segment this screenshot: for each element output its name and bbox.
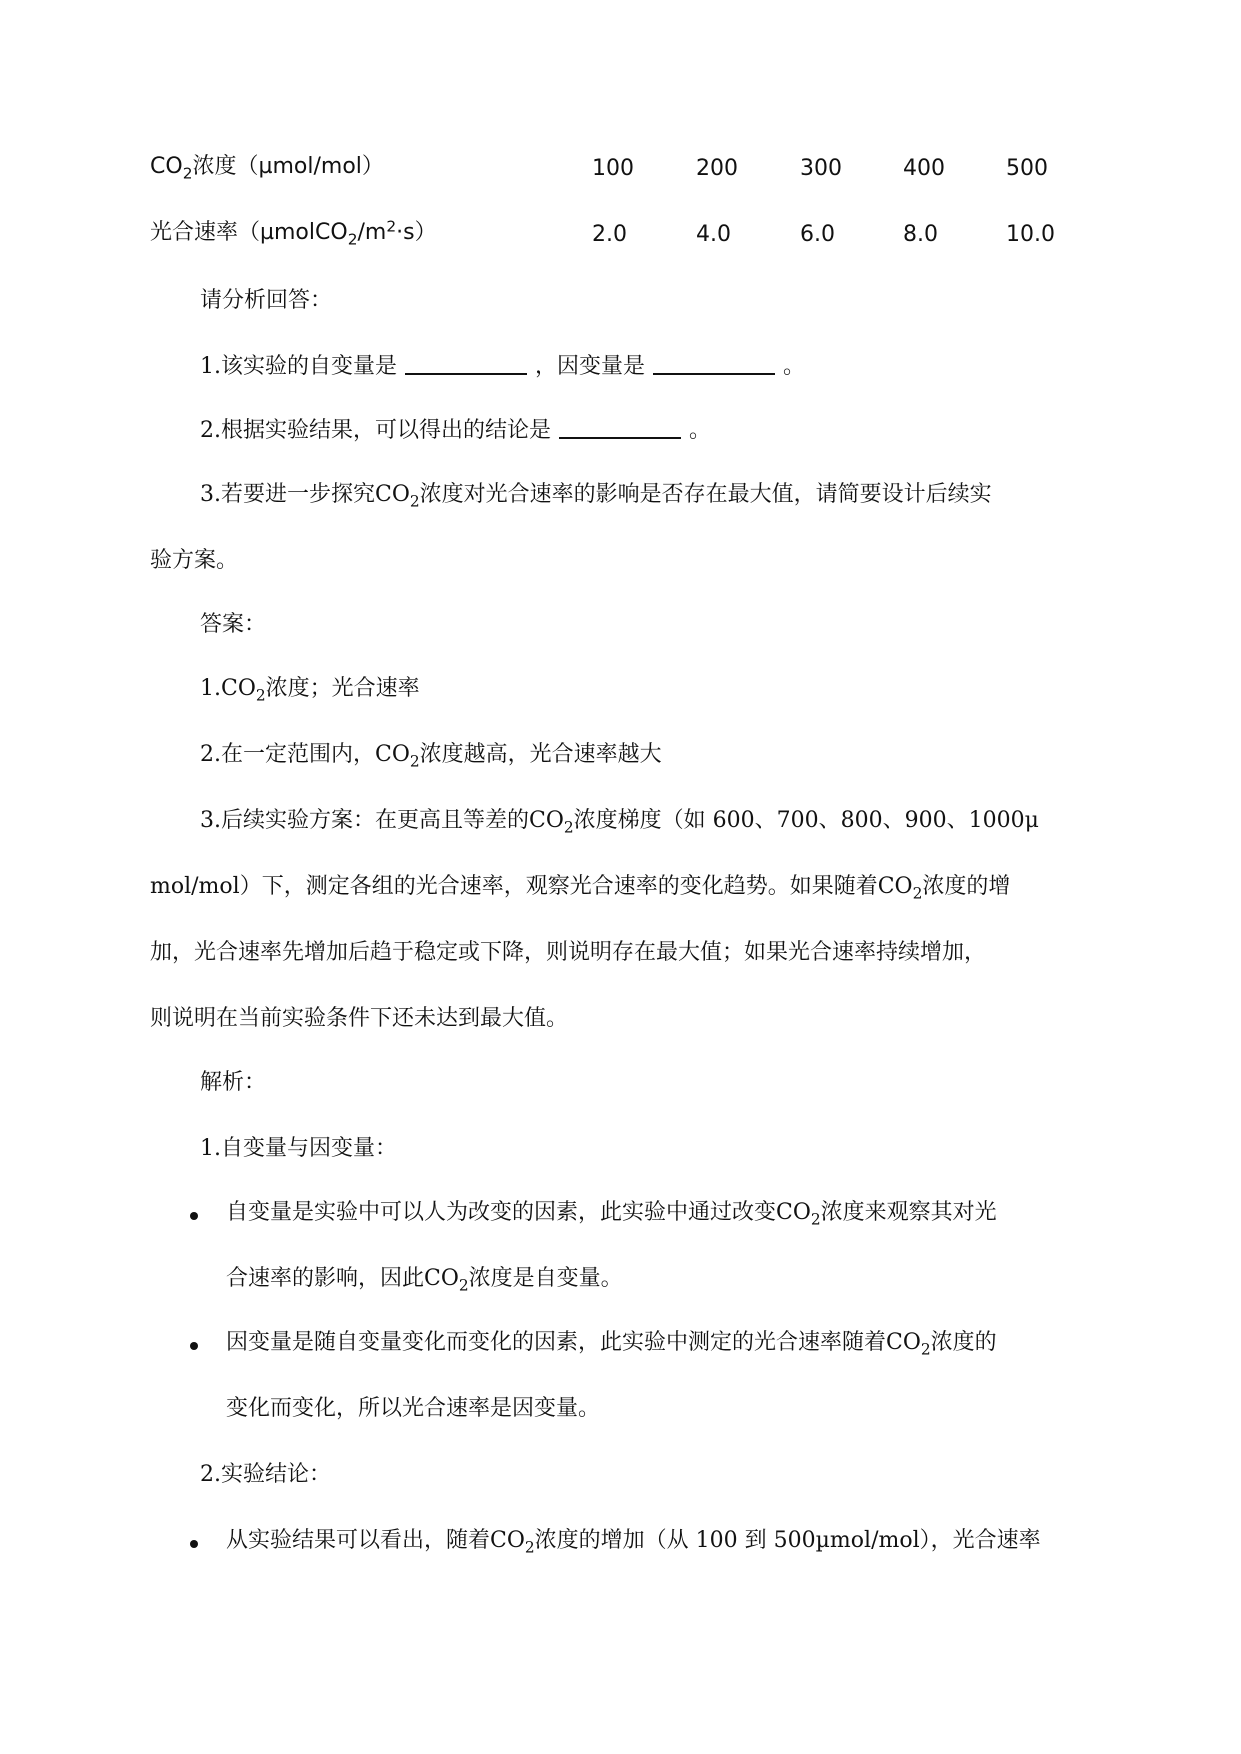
bullet-3: 从实验结果可以看出，随着$CO_2$浓度的增加（从 100 到 500µmol/mol），光合速率 [226, 1528, 1041, 1557]
answer-1: $1.CO_2$浓度；光合速率 [200, 676, 420, 705]
answer-blank [559, 437, 681, 439]
answer-2: 2.在一定范围内，$CO_2$浓度越高，光合速率越大 [200, 742, 662, 771]
table-cell: 400 [903, 156, 945, 181]
table-row-1-label: $CO_2$浓度（µmol/mol） [150, 154, 384, 183]
section-2-heading: 2.实验结论： [200, 1462, 331, 1487]
bullet-icon [190, 1212, 198, 1220]
table-row-2-label: 光合速率$(\mu molCO_2/m^2\cdot s)$ [150, 217, 437, 249]
bullet-1-cont: 合速率的影响，因此$CO_2$浓度是自变量。 [226, 1266, 623, 1295]
answer-3-cont: 则说明在当前实验条件下还未达到最大值。 [150, 1006, 569, 1031]
table-cell: 4.0 [696, 222, 731, 247]
question-3-cont: 验方案。 [150, 548, 239, 573]
answer-blank [405, 373, 527, 375]
answer-3: 3.后续实验方案：在更高且等差的$CO_2$浓度梯度（如 600、700、800、900、1000μ [200, 808, 1039, 837]
bullet-icon [190, 1540, 198, 1548]
table-cell: 6.0 [800, 222, 835, 247]
bullet-icon [190, 1342, 198, 1350]
bullet-2-cont: 变化而变化，所以光合速率是因变量。 [226, 1396, 601, 1421]
question-1: 1.该实验的自变量是 ，因变量是 。 [200, 354, 806, 379]
answer-3-cont: mol/mol）下，测定各组的光合速率，观察光合速率的变化趋势。如果随着$CO_2$浓度的增 [150, 874, 1011, 903]
question-2: 2.根据实验结果，可以得出的结论是 。 [200, 418, 712, 443]
prompt-text: 请分析回答： [200, 288, 333, 313]
section-1-heading: 1.自变量与因变量： [200, 1136, 397, 1161]
table-cell: 200 [696, 156, 738, 181]
table-cell: 2.0 [592, 222, 627, 247]
table-cell: 10.0 [1006, 222, 1055, 247]
analysis-heading: 解析： [200, 1070, 267, 1095]
answer-blank [653, 373, 775, 375]
table-cell: 100 [592, 156, 634, 181]
answer-3-cont: 加，光合速率先增加后趋于稳定或下降，则说明存在最大值；如果光合速率持续增加， [150, 940, 987, 965]
table-cell: 8.0 [903, 222, 938, 247]
bullet-2: 因变量是随自变量变化而变化的因素，此实验中测定的光合速率随着$CO_2$浓度的 [226, 1330, 997, 1359]
question-3: 3.若要进一步探究$CO_2$浓度对光合速率的影响是否存在最大值，请简要设计后续实 [200, 482, 992, 511]
bullet-1: 自变量是实验中可以人为改变的因素，此实验中通过改变$CO_2$浓度来观察其对光 [226, 1200, 997, 1229]
table-cell: 500 [1006, 156, 1048, 181]
answer-heading: 答案： [200, 612, 267, 637]
table-cell: 300 [800, 156, 842, 181]
